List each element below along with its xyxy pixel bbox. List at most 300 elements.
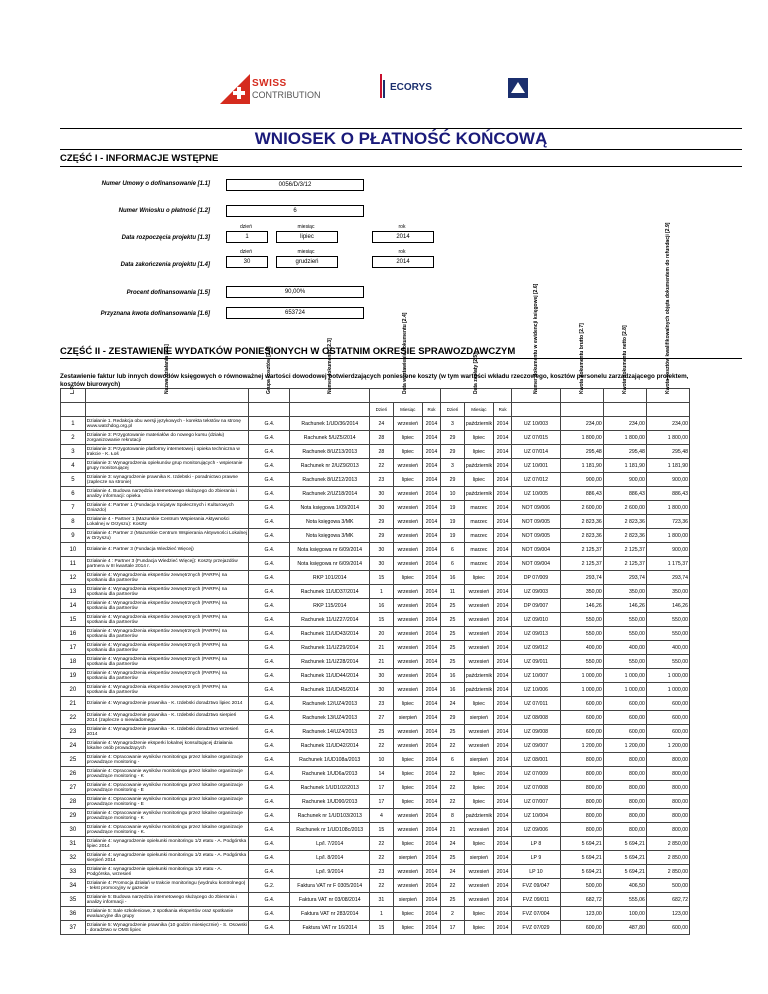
cell-pay-year: 2014 xyxy=(493,683,511,697)
cell-pay-day: 8 xyxy=(441,809,465,823)
cell-lp: 13 xyxy=(61,585,86,599)
divider xyxy=(60,358,742,359)
cell-issue-month: wrzesień xyxy=(393,487,422,501)
cell-grupa: G.4. xyxy=(249,795,290,809)
cell-ledger-number: NOT 09/005 xyxy=(512,515,560,529)
cell-issue-month: sierpień xyxy=(393,893,422,907)
cell-pay-month: wrzesień xyxy=(464,627,493,641)
cell-issue-day: 1 xyxy=(370,585,394,599)
cell-net-amount: 406,50 xyxy=(603,879,646,893)
cell-pay-day: 22 xyxy=(441,739,465,753)
table-row xyxy=(61,781,690,795)
cell-numer: Lp/l. 9/2014 xyxy=(290,865,370,879)
cell-issue-day: 28 xyxy=(370,431,394,445)
cell-pay-year: 2014 xyxy=(493,487,511,501)
header-numer: Numer dokumentu [2.3] xyxy=(290,389,370,403)
cell-grupa: G.4. xyxy=(249,781,290,795)
cell-lp: 14 xyxy=(61,599,86,613)
cell-pay-day: 19 xyxy=(441,515,465,529)
cell-pay-year: 2014 xyxy=(493,431,511,445)
table-subheader-row xyxy=(61,403,690,417)
table-row xyxy=(61,851,690,865)
cell-issue-year: 2014 xyxy=(422,613,440,627)
cell-issue-day: 4 xyxy=(370,809,394,823)
kwota-label: Przyznana kwota dofinansowania [1.6] xyxy=(100,311,210,317)
section-1-heading: CZĘŚĆ I - INFORMACJE WSTĘPNE xyxy=(60,153,219,164)
cell-pay-year: 2014 xyxy=(493,879,511,893)
cell-lp: 23 xyxy=(61,725,86,739)
ecorys-logo xyxy=(390,82,432,93)
cell-ledger-number: UZ 10/005 xyxy=(512,487,560,501)
cell-pay-month: sierpień xyxy=(464,753,493,767)
subheader-dzien: Dzień xyxy=(370,403,394,417)
cell-issue-day: 22 xyxy=(370,837,394,851)
cell-pay-month: marzec xyxy=(464,515,493,529)
cell-pay-day: 25 xyxy=(441,655,465,669)
end-date-label: Data zakończenia projektu [1.4] xyxy=(120,262,210,268)
cell-issue-year: 2014 xyxy=(422,417,440,431)
kwota-field[interactable]: 653724 xyxy=(226,307,364,319)
cell-pay-day: 22 xyxy=(441,781,465,795)
cell-pay-day: 6 xyxy=(441,753,465,767)
cell-pay-month: październik xyxy=(464,487,493,501)
cell-grupa: G.2. xyxy=(249,879,290,893)
cell-pay-year: 2014 xyxy=(493,571,511,585)
table-row xyxy=(61,459,690,473)
cell-numer: Rachunek nr 2/UZ9/2013 xyxy=(290,459,370,473)
cell-pay-month: lipiec xyxy=(464,921,493,935)
cell-nazwa: Działanie 4: Wynagrodzenia ekspertów zewnętrznych (PARPA) na spotkaniu dla partnerów xyxy=(85,571,249,585)
cell-nazwa: Działanie 4: Partner 2 (Mazurskie Centrum Wspierania Aktywności Lokalnej w Orzyszu) xyxy=(86,530,247,541)
title-text: WNIOSEK O PŁATNOŚĆ KOŃCOWĄ xyxy=(254,129,548,148)
cell-numer: Nota księgowa nr 6/09/2014 xyxy=(290,557,370,571)
cell-nazwa: Działanie 4: Wynagrodzenie eksperki lokalnej konsultującej działania lokalne osób prowadzących xyxy=(85,739,249,753)
cell-numer: Rachunek 11/UD37/2014 xyxy=(290,585,370,599)
cell-net-amount: 1 800,00 xyxy=(603,431,646,445)
cell-issue-month: lipiec xyxy=(393,571,422,585)
header-ewidencja: Numer dokumentu w ewidencji księgowej [2.6] xyxy=(512,389,560,403)
cell-pay-day: 22 xyxy=(441,767,465,781)
partner-logo xyxy=(508,78,528,98)
cell-pay-month: marzec xyxy=(464,529,493,543)
cell-net-amount: 2 125,37 xyxy=(603,543,646,557)
cell-pay-year: 2014 xyxy=(493,627,511,641)
divider xyxy=(60,166,742,167)
cell-issue-day: 30 xyxy=(370,501,394,515)
cell-net-amount: 800,00 xyxy=(603,823,646,837)
cell-issue-year: 2014 xyxy=(422,529,440,543)
cell-eligible-amount: 600,00 xyxy=(646,725,689,739)
cell-numer: Rachunek 1/UD108a/2013 xyxy=(290,753,370,767)
cell-grupa: G.4. xyxy=(249,655,290,669)
cell-pay-year: 2014 xyxy=(493,501,511,515)
cell-numer: Faktura VAT nr 03/08/2014 xyxy=(290,893,370,907)
cell-pay-day: 10 xyxy=(441,487,465,501)
cell-ledger-number: LP 9 xyxy=(512,851,560,865)
cell-pay-year: 2014 xyxy=(493,445,511,459)
cell-net-amount: 5 694,21 xyxy=(603,837,646,851)
dzien-label: dzień xyxy=(240,249,252,255)
cell-pay-year: 2014 xyxy=(493,837,511,851)
cell-pay-day: 16 xyxy=(441,669,465,683)
cell-pay-year: 2014 xyxy=(493,921,511,935)
cell-eligible-amount: 1 175,37 xyxy=(646,557,689,571)
cell-gross-amount: 295,48 xyxy=(560,445,603,459)
cell-pay-year: 2014 xyxy=(493,823,511,837)
cell-pay-day: 6 xyxy=(441,557,465,571)
cell-pay-year: 2014 xyxy=(493,529,511,543)
cell-grupa: G.4. xyxy=(249,739,290,753)
cell-grupa: G.4. xyxy=(249,613,290,627)
cell-issue-year: 2014 xyxy=(422,445,440,459)
cell-pay-day: 22 xyxy=(441,795,465,809)
cell-pay-day: 25 xyxy=(441,613,465,627)
cell-numer: Faktura VAT nr 16/2014 xyxy=(290,921,370,935)
wniosek-field[interactable]: 6 xyxy=(226,205,364,217)
cell-nazwa: Działanie 3: wynagrodzenie prawnika K. Izdebski - poradnictwo prawne (zaplecze na stronie) xyxy=(85,473,249,487)
cell-grupa: G.4. xyxy=(249,501,290,515)
cell-nazwa: Działanie 4: Wynagrodzenia ekspertów zewnętrznych (PARPA) na spotkaniu dla partnerów xyxy=(85,613,249,627)
cell-issue-month: wrzesień xyxy=(393,669,422,683)
cell-ledger-number: UZ 07/011 xyxy=(512,697,560,711)
cell-pay-month: lipiec xyxy=(464,795,493,809)
cell-lp: 15 xyxy=(61,613,86,627)
cell-pay-month: wrzesień xyxy=(464,655,493,669)
cell-ledger-number: UZ 09/012 xyxy=(512,641,560,655)
cell-nazwa: Działanie 4: Wynagrodzenia ekspertów zewnętrznych (PARPA) na spotkaniu dla partnerów xyxy=(85,599,249,613)
cell-ledger-number: UZ 10/007 xyxy=(512,669,560,683)
cell-ledger-number: UZ 07/014 xyxy=(512,445,560,459)
cell-grupa: G.4. xyxy=(249,837,290,851)
subheader-miesiac: Miesiąc xyxy=(393,403,422,417)
cell-grupa: G.4. xyxy=(249,599,290,613)
cell-nazwa: Działanie 4: wynagrodzenie opiekunki monitoringu 1/2 etatu - A. Podgórska lipiec 2014 xyxy=(85,837,249,851)
cell-issue-day: 29 xyxy=(370,515,394,529)
cell-issue-day: 15 xyxy=(370,613,394,627)
cell-issue-year: 2014 xyxy=(422,879,440,893)
umowa-label: Numer Umowy o dofinansowanie [1.1] xyxy=(101,181,210,187)
table-row xyxy=(61,655,690,669)
cell-pay-day: 21 xyxy=(441,823,465,837)
cell-grupa: G.4. xyxy=(249,487,290,501)
cell-gross-amount: 2 600,00 xyxy=(560,501,603,515)
contribution-logo-text: CONTRIBUTION xyxy=(252,90,321,100)
cell-gross-amount: 1 000,00 xyxy=(560,683,603,697)
end-year-field[interactable]: 2014 xyxy=(372,256,434,268)
cell-numer: Nota księgowa 3/MK xyxy=(290,515,370,529)
cell-eligible-amount: 682,72 xyxy=(646,893,689,907)
cell-issue-year: 2014 xyxy=(422,501,440,515)
cell-issue-day: 16 xyxy=(370,599,394,613)
cell-issue-month: lipiec xyxy=(393,473,422,487)
cell-pay-month: październik xyxy=(464,417,493,431)
cell-numer: Rachunek 11/UD45/2014 xyxy=(290,683,370,697)
start-day-field[interactable]: 1 xyxy=(226,231,268,243)
cell-grupa: G.4. xyxy=(249,515,290,529)
cell-grupa: G.4. xyxy=(249,627,290,641)
cell-gross-amount: 123,00 xyxy=(560,907,603,921)
cell-net-amount: 600,00 xyxy=(603,697,646,711)
cell-gross-amount: 550,00 xyxy=(560,655,603,669)
cell-issue-year: 2014 xyxy=(422,823,440,837)
cell-gross-amount: 800,00 xyxy=(560,809,603,823)
cell-net-amount: 2 600,00 xyxy=(603,501,646,515)
cell-grupa: G.4. xyxy=(249,683,290,697)
cell-nazwa: Działanie 4: Wynagrodzenie prawnika - K. Izdebski doradztwo lipiec 2014 xyxy=(85,697,249,711)
cell-pay-day: 29 xyxy=(441,473,465,487)
cell-net-amount: 234,00 xyxy=(603,417,646,431)
cell-gross-amount: 900,00 xyxy=(560,473,603,487)
cell-issue-year: 2014 xyxy=(422,585,440,599)
cell-numer: Nota księgowa nr 6/09/2014 xyxy=(290,543,370,557)
cell-issue-month: lipiec xyxy=(393,445,422,459)
ecorys-logo-text: ECORYS xyxy=(390,82,432,93)
table-row xyxy=(61,739,690,753)
cell-pay-year: 2014 xyxy=(493,613,511,627)
cell-pay-day: 25 xyxy=(441,851,465,865)
cell-eligible-amount: 1 800,00 xyxy=(646,529,689,543)
cell-issue-year: 2014 xyxy=(422,753,440,767)
cell-net-amount: 400,00 xyxy=(603,641,646,655)
cell-gross-amount: 800,00 xyxy=(560,767,603,781)
cell-numer: Lp/l. 8/2014 xyxy=(290,851,370,865)
cell-net-amount: 800,00 xyxy=(603,753,646,767)
cell-ledger-number: NOT 09/004 xyxy=(512,557,560,571)
cell-gross-amount: 1 181,90 xyxy=(560,459,603,473)
cell-gross-amount: 2 823,36 xyxy=(560,515,603,529)
logos-bar xyxy=(0,72,768,132)
cell-lp: 2 xyxy=(61,431,86,445)
cell-nazwa: Działanie 5: Sale szkoleniowe, 2 spotkania ekspertów oraz spotkanie ewaluacyjne dla grupy xyxy=(85,907,249,921)
procent-field[interactable]: 90,00% xyxy=(226,286,364,298)
cell-issue-day: 21 xyxy=(370,641,394,655)
cell-pay-day: 19 xyxy=(441,501,465,515)
cell-issue-year: 2014 xyxy=(422,767,440,781)
cell-grupa: G.4. xyxy=(249,529,290,543)
cell-pay-month: wrzesień xyxy=(464,613,493,627)
cell-net-amount: 293,74 xyxy=(603,571,646,585)
cell-eligible-amount: 1 181,90 xyxy=(646,459,689,473)
cell-pay-year: 2014 xyxy=(493,515,511,529)
cell-issue-month: wrzesień xyxy=(393,515,422,529)
table-row xyxy=(61,809,690,823)
cell-issue-day: 1 xyxy=(370,907,394,921)
cell-lp: 20 xyxy=(61,683,86,697)
cell-nazwa: Działanie 4: Wynagrodzenie prawnika - K. Izdebski doradztwo sierpień 2014 (zaplecze o niewiadomego xyxy=(85,711,249,725)
cell-pay-year: 2014 xyxy=(493,851,511,865)
cell-pay-day: 24 xyxy=(441,837,465,851)
page-title xyxy=(60,128,742,150)
cell-ledger-number: UZ 09/008 xyxy=(512,725,560,739)
start-month-field[interactable]: lipiec xyxy=(276,231,338,243)
cell-issue-day: 14 xyxy=(370,767,394,781)
table-row xyxy=(61,543,690,557)
cell-lp: 21 xyxy=(61,697,86,711)
cell-grupa: G.4. xyxy=(249,725,290,739)
cell-net-amount: 1 000,00 xyxy=(603,683,646,697)
table-row xyxy=(61,529,690,543)
cell-nazwa: Działanie 1. Redakcja obu wersji językowych - korekta tekstów na stronę www.watchdog.org.pl xyxy=(85,417,249,431)
rok-label: rok xyxy=(398,249,406,255)
cell-pay-month: marzec xyxy=(464,557,493,571)
cell-grupa: G.4. xyxy=(249,669,290,683)
cell-eligible-amount: 500,00 xyxy=(646,879,689,893)
table-header-row xyxy=(61,389,690,403)
cell-lp: 26 xyxy=(61,767,86,781)
cell-gross-amount: 800,00 xyxy=(560,753,603,767)
table-row xyxy=(61,795,690,809)
cell-numer: Rachunek nr 1/UD103/2013 xyxy=(290,809,370,823)
cell-net-amount: 555,06 xyxy=(603,893,646,907)
cell-issue-year: 2014 xyxy=(422,781,440,795)
rok-label: rok xyxy=(398,224,406,230)
cell-nazwa: Działanie 4: Partner 1 (Fundacja Inicjatyw Społecznych i Kulturowych Gniazdo) xyxy=(85,501,249,515)
cell-ledger-number: UZ 07/015 xyxy=(512,431,560,445)
cell-nazwa: Działanie 4: Opracowanie wyników monitoringu przez lokalne organizacje prowadzące monitoring - K xyxy=(85,767,249,781)
cell-ledger-number: UZ 09/010 xyxy=(512,613,560,627)
header-kwalif: Kwota kosztów kwalifikowalnych objęta dokumentem do refundacji [2.9] xyxy=(646,389,689,403)
cell-numer: Faktura VAT nr F 0305/2014 xyxy=(290,879,370,893)
cell-net-amount: 550,00 xyxy=(603,627,646,641)
table-row xyxy=(61,599,690,613)
cell-pay-month: październik xyxy=(464,459,493,473)
cell-eligible-amount: 800,00 xyxy=(646,781,689,795)
cell-issue-month: wrzesień xyxy=(393,459,422,473)
cell-net-amount: 487,80 xyxy=(603,921,646,935)
cell-nazwa: Działanie 4: Wynagrodzenia ekspertów zewnętrznych (PARPA) na spotkaniu dla partnerów xyxy=(85,627,249,641)
cell-pay-month: wrzesień xyxy=(464,893,493,907)
cell-issue-day: 31 xyxy=(370,893,394,907)
end-day-field[interactable]: 30 xyxy=(226,256,268,268)
cell-nazwa: Działanie 4: Wynagrodzenia ekspertów zewnętrznych (PARPA) na spotkaniu dla partnerów xyxy=(85,641,249,655)
table-row xyxy=(61,683,690,697)
cell-issue-month: wrzesień xyxy=(393,417,422,431)
end-month-field[interactable]: grudzień xyxy=(276,256,338,268)
cell-issue-month: wrzesień xyxy=(393,739,422,753)
header-brutto: Kwota dokumentu brutto [2.7] xyxy=(560,389,603,403)
cell-ledger-number: UZ 10/003 xyxy=(512,417,560,431)
cell-nazwa: Działanie 3: Przygotowanie materiałów do nowego kursu (działu) zorganizowanie rekrutacji xyxy=(85,431,249,445)
umowa-field[interactable]: 0056/D/3/12 xyxy=(226,179,364,191)
cell-issue-day: 20 xyxy=(370,627,394,641)
cell-issue-year: 2014 xyxy=(422,893,440,907)
cell-issue-year: 2014 xyxy=(422,725,440,739)
cell-issue-year: 2014 xyxy=(422,473,440,487)
cell-pay-year: 2014 xyxy=(493,767,511,781)
cell-grupa: G.4. xyxy=(249,459,290,473)
cell-eligible-amount: 600,00 xyxy=(646,921,689,935)
swiss-logo-text: SWISS xyxy=(252,78,287,89)
dzien-label: dzień xyxy=(240,224,252,230)
cell-issue-day: 23 xyxy=(370,865,394,879)
cell-issue-year: 2014 xyxy=(422,459,440,473)
cell-numer: Rachunek 11/UZ28/2014 xyxy=(290,655,370,669)
cell-eligible-amount: 800,00 xyxy=(646,767,689,781)
table-row xyxy=(61,431,690,445)
cell-gross-amount: 550,00 xyxy=(560,613,603,627)
cell-issue-year: 2014 xyxy=(422,655,440,669)
cell-eligible-amount: 600,00 xyxy=(646,697,689,711)
cell-nazwa: Działanie 4 : Partner 3 (Fundacja Wiedzieć Więcej): Koszty przejazdów partnera w III kwartale 2014 r. xyxy=(85,557,249,571)
cell-issue-month: lipiec xyxy=(393,767,422,781)
cell-lp: 36 xyxy=(61,907,86,921)
cell-ledger-number: UZ 08/001 xyxy=(512,753,560,767)
table-row xyxy=(61,515,690,529)
cell-pay-month: październik xyxy=(464,669,493,683)
cell-issue-year: 2014 xyxy=(422,543,440,557)
cell-numer: Nota księgowa 1/09/2014 xyxy=(290,501,370,515)
cell-gross-amount: 1 800,00 xyxy=(560,431,603,445)
cell-pay-month: wrzesień xyxy=(464,641,493,655)
cell-numer: Rachunek nr 1/UD108c/2013 xyxy=(290,823,370,837)
cell-numer: Rachunek 14/UZ4/2013 xyxy=(290,725,370,739)
cell-issue-day: 15 xyxy=(370,823,394,837)
cell-eligible-amount: 886,43 xyxy=(646,487,689,501)
start-year-field[interactable]: 2014 xyxy=(372,231,434,243)
cell-eligible-amount: 800,00 xyxy=(646,753,689,767)
cell-nazwa: Działanie 4: Promocja działań w trakcie monitoringu (wydruku kontrolnego) - tekst promocyjny w gazecie xyxy=(85,879,249,893)
cell-issue-month: wrzesień xyxy=(393,879,422,893)
cell-ledger-number: UZ 07/008 xyxy=(512,781,560,795)
cell-ledger-number: LP 10 xyxy=(512,865,560,879)
cell-lp: 27 xyxy=(61,781,86,795)
cell-pay-day: 25 xyxy=(441,641,465,655)
cell-gross-amount: 600,00 xyxy=(560,711,603,725)
cell-ledger-number: UZ 08/008 xyxy=(512,711,560,725)
cell-ledger-number: DP 07/009 xyxy=(512,571,560,585)
cell-pay-month: wrzesień xyxy=(464,739,493,753)
cell-pay-year: 2014 xyxy=(493,907,511,921)
cell-eligible-amount: 293,74 xyxy=(646,571,689,585)
cell-ledger-number: UZ 10/004 xyxy=(512,809,560,823)
cell-pay-day: 19 xyxy=(441,529,465,543)
cell-ledger-number: UZ 07/012 xyxy=(512,473,560,487)
cell-gross-amount: 600,00 xyxy=(560,697,603,711)
cell-nazwa: Działanie 4: Opracowanie wyników monitoringu przez lokalne organizacje prowadzące monitoring - K xyxy=(85,809,249,823)
cell-gross-amount: 886,43 xyxy=(560,487,603,501)
cell-issue-year: 2014 xyxy=(422,865,440,879)
cell-grupa: G.4. xyxy=(249,571,290,585)
cell-nazwa: Działanie 4: Wynagrodzenia ekspertów zewnętrznych (PARPA) na spotkaniu dla partnerów xyxy=(85,585,249,599)
cell-grupa: G.4. xyxy=(249,711,290,725)
subheader-rok: Rok xyxy=(422,403,440,417)
cell-issue-month: wrzesień xyxy=(393,501,422,515)
miesiac-label: miesiąc xyxy=(297,224,315,230)
cell-numer: Rachunek 2/UZ18/2014 xyxy=(290,487,370,501)
cell-eligible-amount: 2 850,00 xyxy=(646,865,689,879)
cell-issue-month: wrzesień xyxy=(393,599,422,613)
cell-issue-year: 2014 xyxy=(422,515,440,529)
cell-pay-day: 25 xyxy=(441,893,465,907)
cell-issue-month: lipiec xyxy=(393,697,422,711)
cell-pay-day: 6 xyxy=(441,543,465,557)
cell-issue-month: lipiec xyxy=(393,753,422,767)
cell-grupa: G.4. xyxy=(249,921,290,935)
cell-pay-year: 2014 xyxy=(493,809,511,823)
cell-nazwa: Działanie 4: Partner 3 (Fundacja Wiedzieć Więcej) xyxy=(85,543,249,557)
cell-grupa: G.4. xyxy=(249,753,290,767)
cell-issue-day: 28 xyxy=(370,445,394,459)
cell-grupa: G.4. xyxy=(249,907,290,921)
cell-grupa: G.4. xyxy=(249,851,290,865)
cell-nazwa: Działanie 4. Budowa narzędzia internetowego służącego do zbierania i analizy informacji: opieka xyxy=(85,487,249,501)
cell-issue-day: 15 xyxy=(370,571,394,585)
cell-pay-year: 2014 xyxy=(493,795,511,809)
cell-pay-month: wrzesień xyxy=(464,585,493,599)
cell-ledger-number: FVZ 09/011 xyxy=(512,893,560,907)
cell-issue-year: 2014 xyxy=(422,711,440,725)
cell-pay-year: 2014 xyxy=(493,893,511,907)
